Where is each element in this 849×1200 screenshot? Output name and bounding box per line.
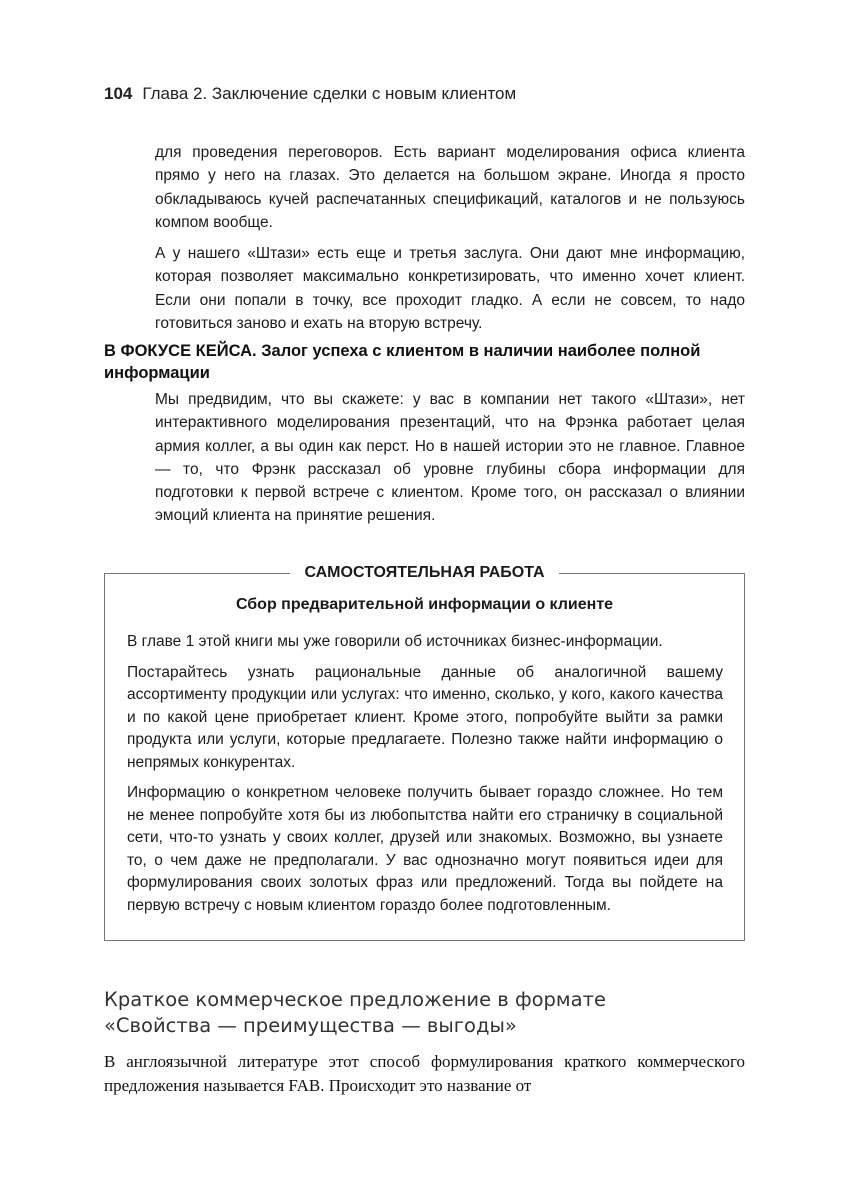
case-focus-heading: В ФОКУСЕ КЕЙСА. Залог успеха с клиентом в наличии наиболее полной информации xyxy=(104,342,701,382)
running-header xyxy=(104,84,516,104)
paragraph: Мы предвидим, что вы скажете: у вас в компании нет такого «Штази», нет интерактивного моделирования презентаций, что на Фрэнка работает целая армия коллег, а вы один как перст. Но в нашей истории это не главное. Главное — то, что Фрэнк рассказал об уровне глубины сбора информации для подготовки к первой встрече с клиентом. Кроме того, он рассказал о влиянии эмоций клиента на принятие решения. xyxy=(155,391,745,525)
paragraph: В главе 1 этой книги мы уже говорили об источниках бизнес-информации. xyxy=(127,633,663,650)
section-heading-line: «Свойства — преимущества — выгоды» xyxy=(104,1014,517,1037)
paragraph: А у нашего «Штази» есть еще и третья заслуга. Они дают мне информацию, которая позволяет максимально конкретизировать, что именно хочет клиент. Если они попали в точку, все проходит гладко. А если не совсем, то надо готовиться заново и ехать на вторую встречу. xyxy=(155,245,745,333)
section-heading-line: Краткое коммерческое предложение в формате xyxy=(104,988,606,1011)
paragraph: Информацию о конкретном человеке получить бывает гораздо сложнее. Но тем не менее попробуйте хотя бы из любопытства найти его страничку в социальной сети, что-то узнать у своих коллег, друзей или знакомых. Возможно, вы узнаете то, о чем даже не предполагали. У вас однозначно могут появиться идеи для формулирования своих золотых фраз или предложений. Тогда вы пойдете на первую встречу с новым клиентом гораздо более подготовленным. xyxy=(127,784,723,914)
self-work-title: САМОСТОЯТЕЛЬНАЯ РАБОТА xyxy=(105,560,744,586)
paragraph: для проведения переговоров. Есть вариант моделирования офиса клиента прямо у него на глазах. Это делается на большом экране. Иногда я просто обкладываюсь кучей распечатанных спецификаций, каталогов и не пользуюсь компом вообще. xyxy=(155,144,745,231)
self-work-subtitle: Сбор предварительной информации о клиенте xyxy=(235,596,614,613)
case-focus-text xyxy=(155,388,745,528)
paragraph: Постарайтесь узнать рациональные данные об аналогичной вашему ассортименту продукции или услугах: что именно, сколько, у кого, какого качества и по какой цене приобретает клиент. Кроме этого, попробуйте выйти за рамки продукта или услуги, которые предлагаете. Полезно также найти информацию о непрямых конкурентах. xyxy=(127,663,723,771)
section-paragraph: В англоязычной литературе этот способ формулирования краткого коммерческого предложения называется FAB. Происходит это название от xyxy=(104,1052,745,1095)
self-work-body xyxy=(127,631,723,917)
self-work-box xyxy=(104,564,745,941)
page-number: 104 xyxy=(104,84,133,103)
section-heading xyxy=(104,987,744,1039)
chapter-title: Глава 2. Заключение сделки с новым клиентом xyxy=(142,84,517,103)
intro-text xyxy=(155,141,745,335)
